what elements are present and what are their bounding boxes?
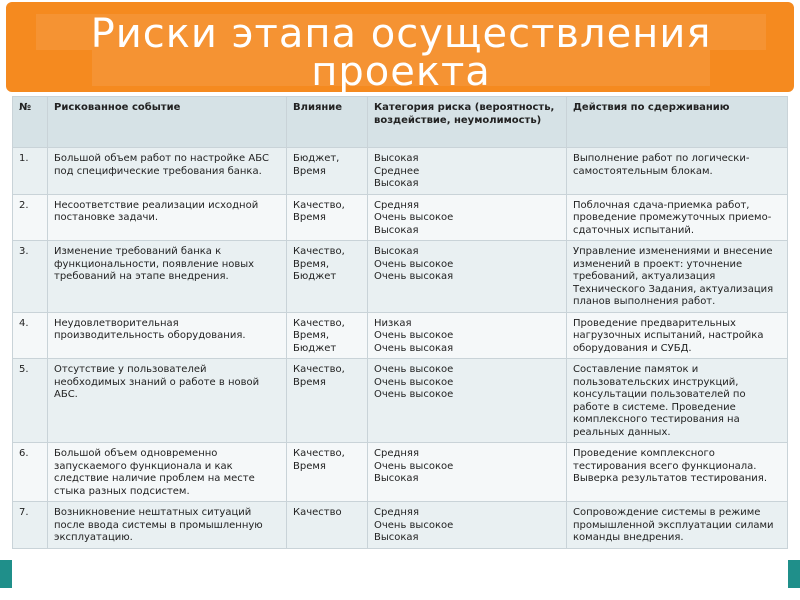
category-inevitability: Высокая [374,178,419,189]
cell-event: Отсутствие у пользователей необходимых знаний о работе в новой АБС. [48,359,287,443]
table-body [13,148,788,549]
cell-impact: Качество, Время [287,359,368,443]
header-actions: Действия по сдерживанию [567,97,788,148]
table-row [13,148,788,195]
risk-table-container [12,96,788,592]
category-impact: Очень высокое [374,212,454,223]
title-block [36,11,766,95]
page-title-line-2: проекта [311,49,491,95]
cell-num: 1. [13,148,48,195]
cell-impact: Качество, Время, Бюджет [287,241,368,313]
category-impact: Очень высокое [374,376,454,388]
table-row [13,359,788,443]
cell-category [368,312,567,359]
cell-actions: Проведение предварительных нагрузочных испытаний, настройка оборудования и СУБД. [567,312,788,359]
cell-event: Возникновение нештатных ситуаций после ввода системы в промышленную эксплуатацию. [48,502,287,549]
cell-actions: Управление изменениями и внесение изменений в проект: уточнение требований, актуализация Технического Задания, актуализация планов выполнения работ. [567,241,788,313]
cell-actions: Сопровождение системы в режиме промышленной эксплуатации силами команды внедрения. [567,502,788,549]
table-header-row [13,97,788,148]
cell-impact: Качество, Время [287,194,368,241]
category-impact: Очень высокое [374,330,454,341]
cell-category [368,148,567,195]
category-inevitability: Очень высокая [374,271,454,282]
cell-num: 2. [13,194,48,241]
category-inevitability: Очень высокое [374,389,454,400]
cell-impact: Качество [287,502,368,549]
header-impact: Влияние [287,97,368,148]
cell-num: 5. [13,359,48,443]
category-impact: Среднее [374,165,420,177]
category-inevitability: Очень высокая [374,342,454,354]
cell-actions: Поблочная сдача-приемка работ, проведение промежуточных приемо-сдаточных испытаний. [567,194,788,241]
cell-actions: Выполнение работ по логически-самостоятельным блокам. [567,148,788,195]
category-inevitability: Высокая [374,473,419,484]
cell-impact: Качество, Время [287,443,368,502]
cell-category [368,502,567,549]
cell-category [368,241,567,313]
category-probability: Средняя [374,507,419,518]
category-inevitability: Высокая [374,224,419,236]
cell-event: Большой объем одновременно запускаемого функционала и как следствие наличие проблем на месте стыка разных подсистем. [48,443,287,502]
cell-event: Изменение требований банка к функциональности, появление новых требований на этапе внедрения. [48,241,287,313]
table-row [13,194,788,241]
cell-num: 6. [13,443,48,502]
category-probability: Средняя [374,199,419,211]
teal-accent-left [0,560,12,588]
category-probability: Средняя [374,448,419,459]
table-row [13,443,788,502]
cell-event: Неудовлетворительная производительность оборудования. [48,312,287,359]
category-probability: Низкая [374,317,412,329]
header-event: Рискованное событие [48,97,287,148]
table-row [13,502,788,549]
header-category: Категория риска (вероятность, воздействие, неумолимость) [368,97,567,148]
cell-event: Большой объем работ по настройке АБС под специфические требования банка. [48,148,287,195]
category-probability: Очень высокое [374,364,454,375]
cell-actions: Проведение комплексного тестирования всего функционала. Выверка результатов тестирования. [567,443,788,502]
category-impact: Очень высокое [374,519,454,531]
category-probability: Высокая [374,246,419,257]
category-inevitability: Высокая [374,532,419,543]
title-banner [6,2,794,95]
cell-num: 4. [13,312,48,359]
risk-table [12,96,788,549]
header-num: № [13,97,48,148]
cell-event: Несоответствие реализации исходной постановке задачи. [48,194,287,241]
table-row [13,241,788,313]
cell-actions: Составление памяток и пользовательских инструкций, консультации пользователей по работе в системе. Проведение комплексного тестирования на реальных данных. [567,359,788,443]
table-row [13,312,788,359]
cell-num: 3. [13,241,48,313]
cell-num: 7. [13,502,48,549]
category-probability: Высокая [374,153,419,164]
cell-category [368,359,567,443]
cell-impact: Качество, Время, Бюджет [287,312,368,359]
cell-category [368,443,567,502]
category-impact: Очень высокое [374,460,454,472]
category-impact: Очень высокое [374,258,454,270]
cell-category [368,194,567,241]
cell-impact: Бюджет, Время [287,148,368,195]
teal-accent-right [788,560,800,588]
page-title-line-1: Риски этапа осуществления [90,11,712,57]
